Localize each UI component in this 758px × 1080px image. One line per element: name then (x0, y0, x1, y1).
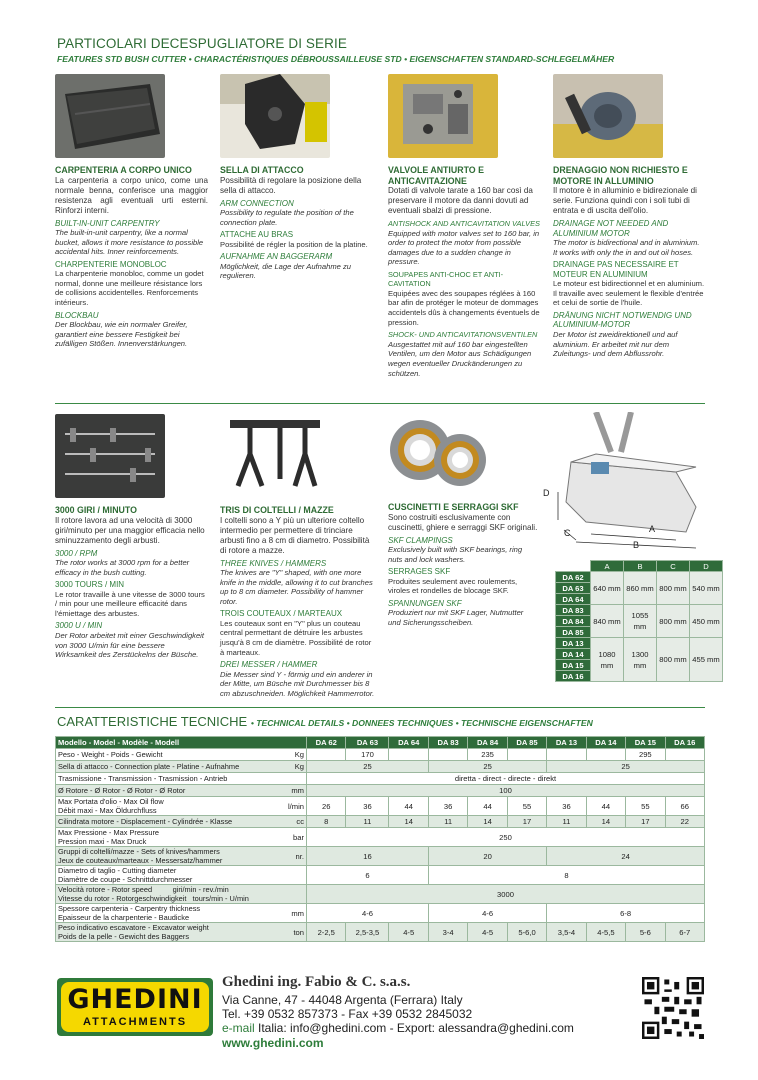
tech-cell: diretta - direct - directe - direkt (307, 773, 705, 785)
tech-row-label: Peso indicativo escavatore - Excavator weight Poids de la pelle - Gewicht des Baggers (56, 923, 281, 942)
tech-cell: 235 (468, 749, 507, 761)
tech-row-label: Velocità rotore - Rotor speed giri/min - rev./min Vitesse du rotor - Rotorgeschwindigkeit tours/min - U/min (56, 885, 281, 904)
tech-cell: 24 (547, 847, 705, 866)
feature-subtitle-de: SPANNUNGEN SKF (388, 598, 462, 608)
feature-title: CARPENTERIA A CORPO UNICO (55, 165, 192, 175)
tech-title: CARATTERISTICHE TECNICHE (57, 714, 248, 729)
dims-value: 450 mm (690, 605, 723, 638)
tech-row-unit (280, 885, 307, 904)
feature-subtitle-de: DRÄNUNG NICHT NOTWENDIG UND ALUMINIUM-MOTOR (553, 310, 692, 330)
dims-header-blank (556, 561, 591, 572)
feature-title: SELLA DI ATTACCO (220, 165, 304, 175)
feature-rotor-speed (55, 505, 208, 660)
dims-value: 840 mm (591, 605, 624, 638)
feature-text-en: Equipped with motor valves set to 160 bar, in order to protect the motor from possible damages due to a sudden change in pressure. (388, 228, 540, 267)
feature-subtitle-fr: 3000 TOURS / MIN (55, 580, 125, 590)
tech-cell: 55 (626, 797, 665, 816)
tech-row-label: Ø Rotore - Ø Rotor - Ø Rotor - Ø Rotor (56, 785, 281, 797)
qr-code-icon (642, 977, 704, 1039)
tech-row-label: Max Pressione - Max Pressure Pression maxi - Max Druck (56, 828, 281, 847)
tech-row (56, 904, 705, 923)
tech-row-unit: l/min (280, 797, 307, 816)
tech-cell: 44 (586, 797, 625, 816)
feature-text-it: Dotati di valvole tarate a 160 bar così da preservare il motore da danni dovuti ad eventuali sbalzi di pressione. (388, 186, 533, 215)
tech-cell: 2-2,5 (307, 923, 346, 942)
dimension-label-d: D (543, 488, 550, 498)
tech-cell: 55 (507, 797, 546, 816)
tech-cell: 4-5 (389, 923, 428, 942)
dims-model: DA 62 (556, 572, 591, 583)
photo-rotor (55, 414, 165, 498)
dims-value: 860 mm (624, 572, 657, 605)
feature-text-de: Der Rotor arbeitet mit einer Geschwindigkeit von 3000 U/min für eine bessere Wirksamkeit des Zerstückelns der Büsche. (55, 630, 204, 660)
tech-row-label: Spessore carpenteria - Carpentry thickness Epaisseur de la charpenterie - Baudicke (56, 904, 281, 923)
dims-model: DA 85 (556, 627, 591, 638)
tech-row (56, 816, 705, 828)
tech-cell (507, 749, 546, 761)
feature-text-de: Produziert nur mit SKF Lager, Nutmutter und Sicherungsscheiben. (388, 608, 524, 627)
tech-cell: 14 (586, 816, 625, 828)
tech-row-label: Sella di attacco - Connection plate - Platine - Aufnahme (56, 761, 281, 773)
tech-cell: 66 (665, 797, 704, 816)
tech-cell: 3,5-4 (547, 923, 586, 942)
tech-cell: 25 (307, 761, 429, 773)
tech-cell: 295 (626, 749, 665, 761)
tech-cell (389, 749, 428, 761)
feature-text-fr: Le moteur est bidirectionnel et en aluminium. Il travaille avec seulement le flexible d'entrée et celui de sortie de l'huile. (553, 279, 705, 308)
tech-cell: 6-7 (665, 923, 704, 942)
tech-subtitle: • TECHNICAL DETAILS • DONNEES TECHNIQUES • TECHNISCHE EIGENSCHAFTEN (250, 718, 593, 728)
tech-row-label: Gruppi di coltelli/mazze - Sets of knives/hammers Jeux de couteaux/marteaux - Messersatz/hammer (56, 847, 281, 866)
tech-row (56, 885, 705, 904)
tech-cell: 36 (346, 797, 389, 816)
company-email (222, 1021, 574, 1035)
tech-row-unit (280, 773, 307, 785)
photo-connection-plate (220, 74, 330, 158)
tech-row-label: Peso - Weight - Poids - Gewicht (56, 749, 281, 761)
tech-row-unit: Kg (280, 749, 307, 761)
photo-knives (220, 414, 330, 498)
feature-subtitle-de: BLOCKBAU (55, 310, 99, 320)
tech-cell: 4-5 (468, 923, 507, 942)
tech-cell (307, 749, 346, 761)
dims-value: 800 mm (657, 638, 690, 682)
tech-cell: 6 (307, 866, 429, 885)
tech-cell: 4-5,5 (586, 923, 625, 942)
feature-text-en: Possibility to regulate the position of the connection plate. (220, 208, 354, 227)
dims-header: C (657, 561, 690, 572)
tech-cell: 5-6,0 (507, 923, 546, 942)
feature-text-de: Die Messer sind Y - förmig und ein anderer in der Mitte, um Büsche mit Durchmesser bis 8 cm abzuschneiden. Möglichkeit Hammerrotor. (220, 669, 375, 698)
feature-text-de: Der Blockbau, wie ein normaler Greifer, garantiert eine bessere Festigkeit bei zufälligen Stößen. Innenverstärkungen. (55, 320, 188, 349)
feature-subtitle-de: 3000 U / MIN (55, 621, 103, 631)
tech-row-unit: cc (280, 816, 307, 828)
feature-text-fr: Equipées avec des soupapes réglées à 160 bar afin de protéger le moteur de dommages accidentels dûs à changements éventuels de pression. (388, 288, 540, 327)
tech-cell: 4-6 (307, 904, 429, 923)
tech-cell: 170 (346, 749, 389, 761)
feature-text-fr: Produites seulement avec roulements, viroles et rondelles de blocage SKF. (388, 576, 518, 596)
tech-row-label: Trasmissione - Transmission - Trasmission - Antrieb (56, 773, 281, 785)
tech-row-unit: Kg (280, 761, 307, 773)
drawing-dimensions (536, 412, 706, 552)
dimension-label-b: B (633, 540, 640, 550)
tech-cell: 16 (307, 847, 429, 866)
tech-row-unit: bar (280, 828, 307, 847)
feature-connection-plate (220, 165, 373, 281)
feature-text-de: Möglichkeit, die Lage der Aufnahme zu regulieren. (220, 261, 351, 281)
section-divider (55, 403, 705, 404)
dims-value: 1080 mm (591, 638, 624, 682)
feature-text-en: The knives are "Y" shaped, with one more knife in the middle, allowing it to cut branches up to 8 cm diameter. Possibility of hammer rotor. (220, 568, 373, 606)
feature-subtitle-en: ARM CONNECTION (220, 198, 294, 208)
tech-cell (586, 749, 625, 761)
tech-cell: 14 (389, 816, 428, 828)
tech-row (56, 866, 705, 885)
logo-main: GHEDINI (67, 984, 203, 1015)
company-name: Ghedini ing. Fabio & C. s.a.s. (222, 974, 411, 990)
tech-cell: 8 (307, 816, 346, 828)
page-subtitle: FEATURES STD BUSH CUTTER • CHARACTÉRISTIQUES DÉBROUSSAILLEUSE STD • EIGENSCHAFTEN STANDARD-SCHLEGELMÄHER (57, 54, 615, 64)
tech-header-model-name: DA 16 (665, 737, 704, 749)
company-website[interactable]: www.ghedini.com (222, 1036, 324, 1050)
feature-text-it: La carpenteria a corpo unico, come una normale benna, conferisce una maggior resistenza agli eventuali urti esterni. Rinforzi interni. (55, 175, 208, 215)
feature-subtitle-en: 3000 / RPM (55, 548, 98, 558)
photo-carpentry (55, 74, 165, 158)
dimension-label-a: A (649, 524, 656, 534)
tech-header-model-name: DA 64 (389, 737, 428, 749)
photo-bearings (388, 410, 488, 496)
dims-value: 1055 mm (624, 605, 657, 638)
dims-value: 540 mm (690, 572, 723, 605)
tech-header-model-name: DA 62 (307, 737, 346, 749)
tech-table (55, 736, 705, 942)
feature-text-it: I coltelli sono a Y più un ulteriore coltello intermedio per permettere di trinciare arbusti fino a 8 cm di diametro. Possibilità di rotore a mazze. (220, 515, 370, 555)
email-addresses[interactable]: Italia: info@ghedini.com - Export: alessandra@ghedini.com (254, 1021, 574, 1035)
tech-row-label: Diametro di taglio - Cutting diameter Diamètre de coupe - Schnittdurchmesser (56, 866, 281, 885)
feature-subtitle-en: ANTISHOCK AND ANTICAVITATION VALVES (388, 219, 540, 228)
tech-cell: 26 (307, 797, 346, 816)
feature-subtitle-fr: TROIS COUTEAUX / MARTEAUX (220, 609, 343, 619)
tech-row-unit: nr. (280, 847, 307, 866)
feature-valves (388, 165, 541, 378)
tech-row (56, 828, 705, 847)
feature-text-fr: La charpenterie monobloc, comme un godet normal, donne une meilleure résistance lors de collisions accidentelles. Renforcements intérieurs. (55, 269, 204, 308)
feature-subtitle-en: SKF CLAMPINGS (388, 535, 453, 545)
tech-cell: 20 (428, 847, 546, 866)
tech-row-unit: mm (280, 904, 307, 923)
tech-cell: 3000 (307, 885, 705, 904)
feature-subtitle-de: AUFNAHME AN BAGGERARM (220, 252, 333, 262)
feature-subtitle-fr: DRAINAGE PAS NECESSAIRE ET MOTEUR EN ALUMINIUM (553, 260, 679, 279)
tech-cell: 25 (428, 761, 546, 773)
dims-header: D (690, 561, 723, 572)
tech-cell: 17 (507, 816, 546, 828)
tech-row-label: Max Portata d'olio - Max Oil flow Débit maxi - Max Öldurchfluss (56, 797, 281, 816)
tech-cell (665, 749, 704, 761)
feature-knives (220, 505, 375, 699)
tech-cell: 44 (389, 797, 428, 816)
feature-text-de: Ausgestattet mit auf 160 bar eingestellten Ventilen, um den Motor aus Schädigungen wegen eventueller Druckänderungen zu schützen. (388, 339, 532, 378)
dims-model: DA 84 (556, 616, 591, 627)
dims-model: DA 14 (556, 649, 591, 660)
tech-row (56, 785, 705, 797)
company-address: Via Canne, 47 - 44048 Argenta (Ferrara) Italy (222, 993, 463, 1007)
tech-cell: 11 (346, 816, 389, 828)
dims-value: 1300 mm (624, 638, 657, 682)
tech-cell: 4-6 (428, 904, 546, 923)
feature-title: TRIS DI COLTELLI / MAZZE (220, 505, 334, 515)
feature-text-fr: Le rotor travaille à une vitesse de 3000 tours / min pour une meilleure efficacité dans l'émiettage des arbustes. (55, 589, 205, 618)
tech-cell: 2,5-3,5 (346, 923, 389, 942)
tech-header-model-name: DA 13 (547, 737, 586, 749)
feature-text-de: Der Motor ist zweidirektionell und auf aluminium. Er arbeitet mit nur dem Zuleitungs- und dem Abflussrohr. (553, 329, 678, 359)
tech-header-model-name: DA 84 (468, 737, 507, 749)
tech-cell: 11 (547, 816, 586, 828)
dims-header: B (624, 561, 657, 572)
email-label: e-mail (222, 1021, 255, 1035)
feature-subtitle-en: BUILT-IN-UNIT CARPENTRY (55, 218, 160, 228)
dims-model: DA 13 (556, 638, 591, 649)
tech-section-title (57, 714, 593, 729)
feature-title: 3000 GIRI / MINUTO (55, 505, 137, 515)
tech-cell: 36 (547, 797, 586, 816)
dims-model: DA 15 (556, 660, 591, 671)
feature-text-en: The built-in-unit carpentry, like a normal bucket, allows it more resistance to possible accidental hits. Inner reinforcements. (55, 228, 204, 257)
photo-valves (388, 74, 498, 158)
tech-cell: 3-4 (428, 923, 467, 942)
dims-model: DA 83 (556, 605, 591, 616)
feature-title: VALVOLE ANTIURTO E ANTICAVITAZIONE (388, 165, 484, 186)
feature-text-it: Possibilità di regolare la posizione della sella di attacco. (220, 175, 362, 195)
tech-cell: 14 (468, 816, 507, 828)
tech-cell: 17 (626, 816, 665, 828)
tech-cell (547, 749, 586, 761)
feature-text-it: Il rotore lavora ad una velocità di 3000 giri/minuto per una maggior efficacia nello sminuzzamento degli arbusti. (55, 515, 205, 545)
tech-cell: 11 (428, 816, 467, 828)
tech-cell: 250 (307, 828, 705, 847)
feature-subtitle-en: THREE KNIVES / HAMMERS (220, 558, 327, 568)
tech-row (56, 847, 705, 866)
feature-text-it: Il motore è in alluminio e bidirezionale di serie. Funziona quindi con i soli tubi di entrata e di uscita dell'olio. (553, 186, 697, 215)
company-phone: Tel. +39 0532 857373 - Fax +39 0532 2845032 (222, 1007, 473, 1021)
tech-cell: 36 (428, 797, 467, 816)
tech-header-model-name: DA 14 (586, 737, 625, 749)
feature-subtitle-fr: SERRAGES SKF (388, 567, 451, 577)
tech-row (56, 761, 705, 773)
feature-title: DRENAGGIO NON RICHIESTO E MOTORE IN ALLUMINIO (553, 165, 688, 186)
photo-aluminium-motor (553, 74, 663, 158)
feature-aluminium-motor (553, 165, 705, 359)
feature-text-fr: Possibilité de régler la position de la platine. (220, 239, 368, 249)
dims-value: 800 mm (657, 605, 690, 638)
tech-cell: 6-8 (547, 904, 705, 923)
tech-row-label: Cilindrata motore - Displacement - Cylindrée - Klasse (56, 816, 281, 828)
tech-header-model-name: DA 63 (346, 737, 389, 749)
tech-cell: 44 (468, 797, 507, 816)
dimensions-table (555, 560, 723, 682)
tech-header-model-name: DA 15 (626, 737, 665, 749)
dims-header: A (591, 561, 624, 572)
tech-row-unit: ton (280, 923, 307, 942)
tech-header-model-name: DA 83 (428, 737, 467, 749)
tech-row (56, 923, 705, 942)
tech-header-model-name: DA 85 (507, 737, 546, 749)
tech-row (56, 773, 705, 785)
section-divider (55, 707, 705, 708)
dims-value: 640 mm (591, 572, 624, 605)
dims-model: DA 16 (556, 671, 591, 682)
dims-model: DA 64 (556, 594, 591, 605)
tech-row (56, 749, 705, 761)
feature-subtitle-fr: CHARPENTERIE MONOBLOC (55, 259, 167, 269)
tech-cell: 100 (307, 785, 705, 797)
feature-skf (388, 502, 538, 628)
tech-cell (428, 749, 467, 761)
feature-text-it: Sono costruiti esclusivamente con cuscinetti, ghiere e serraggi SKF originali. (388, 512, 538, 532)
dims-model: DA 63 (556, 583, 591, 594)
feature-subtitle-en: DRAINAGE NOT NEEDED AND ALUMINIUM MOTOR (553, 219, 669, 238)
feature-text-en: The motor is bidirectional and in aluminium. It works with only the in and out oil hoses. (553, 238, 700, 257)
tech-cell: 22 (665, 816, 704, 828)
feature-subtitle-fr: SOUPAPES ANTI-CHOC ET ANTI-CAVITATION (388, 269, 504, 289)
tech-row-unit: mm (280, 785, 307, 797)
feature-text-en: The rotor works at 3000 rpm for a better efficacy in the bush cutting. (55, 558, 190, 577)
tech-cell: 8 (428, 866, 704, 885)
page-title: PARTICOLARI DECESPUGLIATORE DI SERIE (57, 36, 347, 51)
feature-carpentry (55, 165, 208, 349)
feature-subtitle-fr: ATTACHE AU BRAS (220, 230, 294, 240)
ghedini-logo (57, 978, 213, 1036)
dimension-label-c: C (564, 528, 571, 538)
tech-cell: 25 (547, 761, 705, 773)
dims-value: 800 mm (657, 572, 690, 605)
feature-subtitle-de: SHOCK- UND ANTICAVITATIONSVENTILEN (388, 330, 538, 340)
tech-cell: 5-6 (626, 923, 665, 942)
tech-row (56, 797, 705, 816)
feature-subtitle-de: DREI MESSER / HAMMER (220, 660, 318, 670)
feature-title: CUSCINETTI E SERRAGGI SKF (388, 502, 519, 512)
tech-row-unit (280, 866, 307, 885)
logo-sub: ATTACHMENTS (82, 1016, 188, 1028)
dims-value: 455 mm (690, 638, 723, 682)
feature-text-en: Exclusively built with SKF bearings, ring nuts and lock washers. (388, 545, 523, 564)
feature-text-fr: Les couteaux sont en "Y" plus un couteau central permettant de détruire les arbustes jusqu'à 8 cm de diamètre. Possibilité de rotor à marteaux. (220, 618, 372, 657)
tech-header-model: Modello - Model - Modèle - Modell (56, 737, 307, 749)
